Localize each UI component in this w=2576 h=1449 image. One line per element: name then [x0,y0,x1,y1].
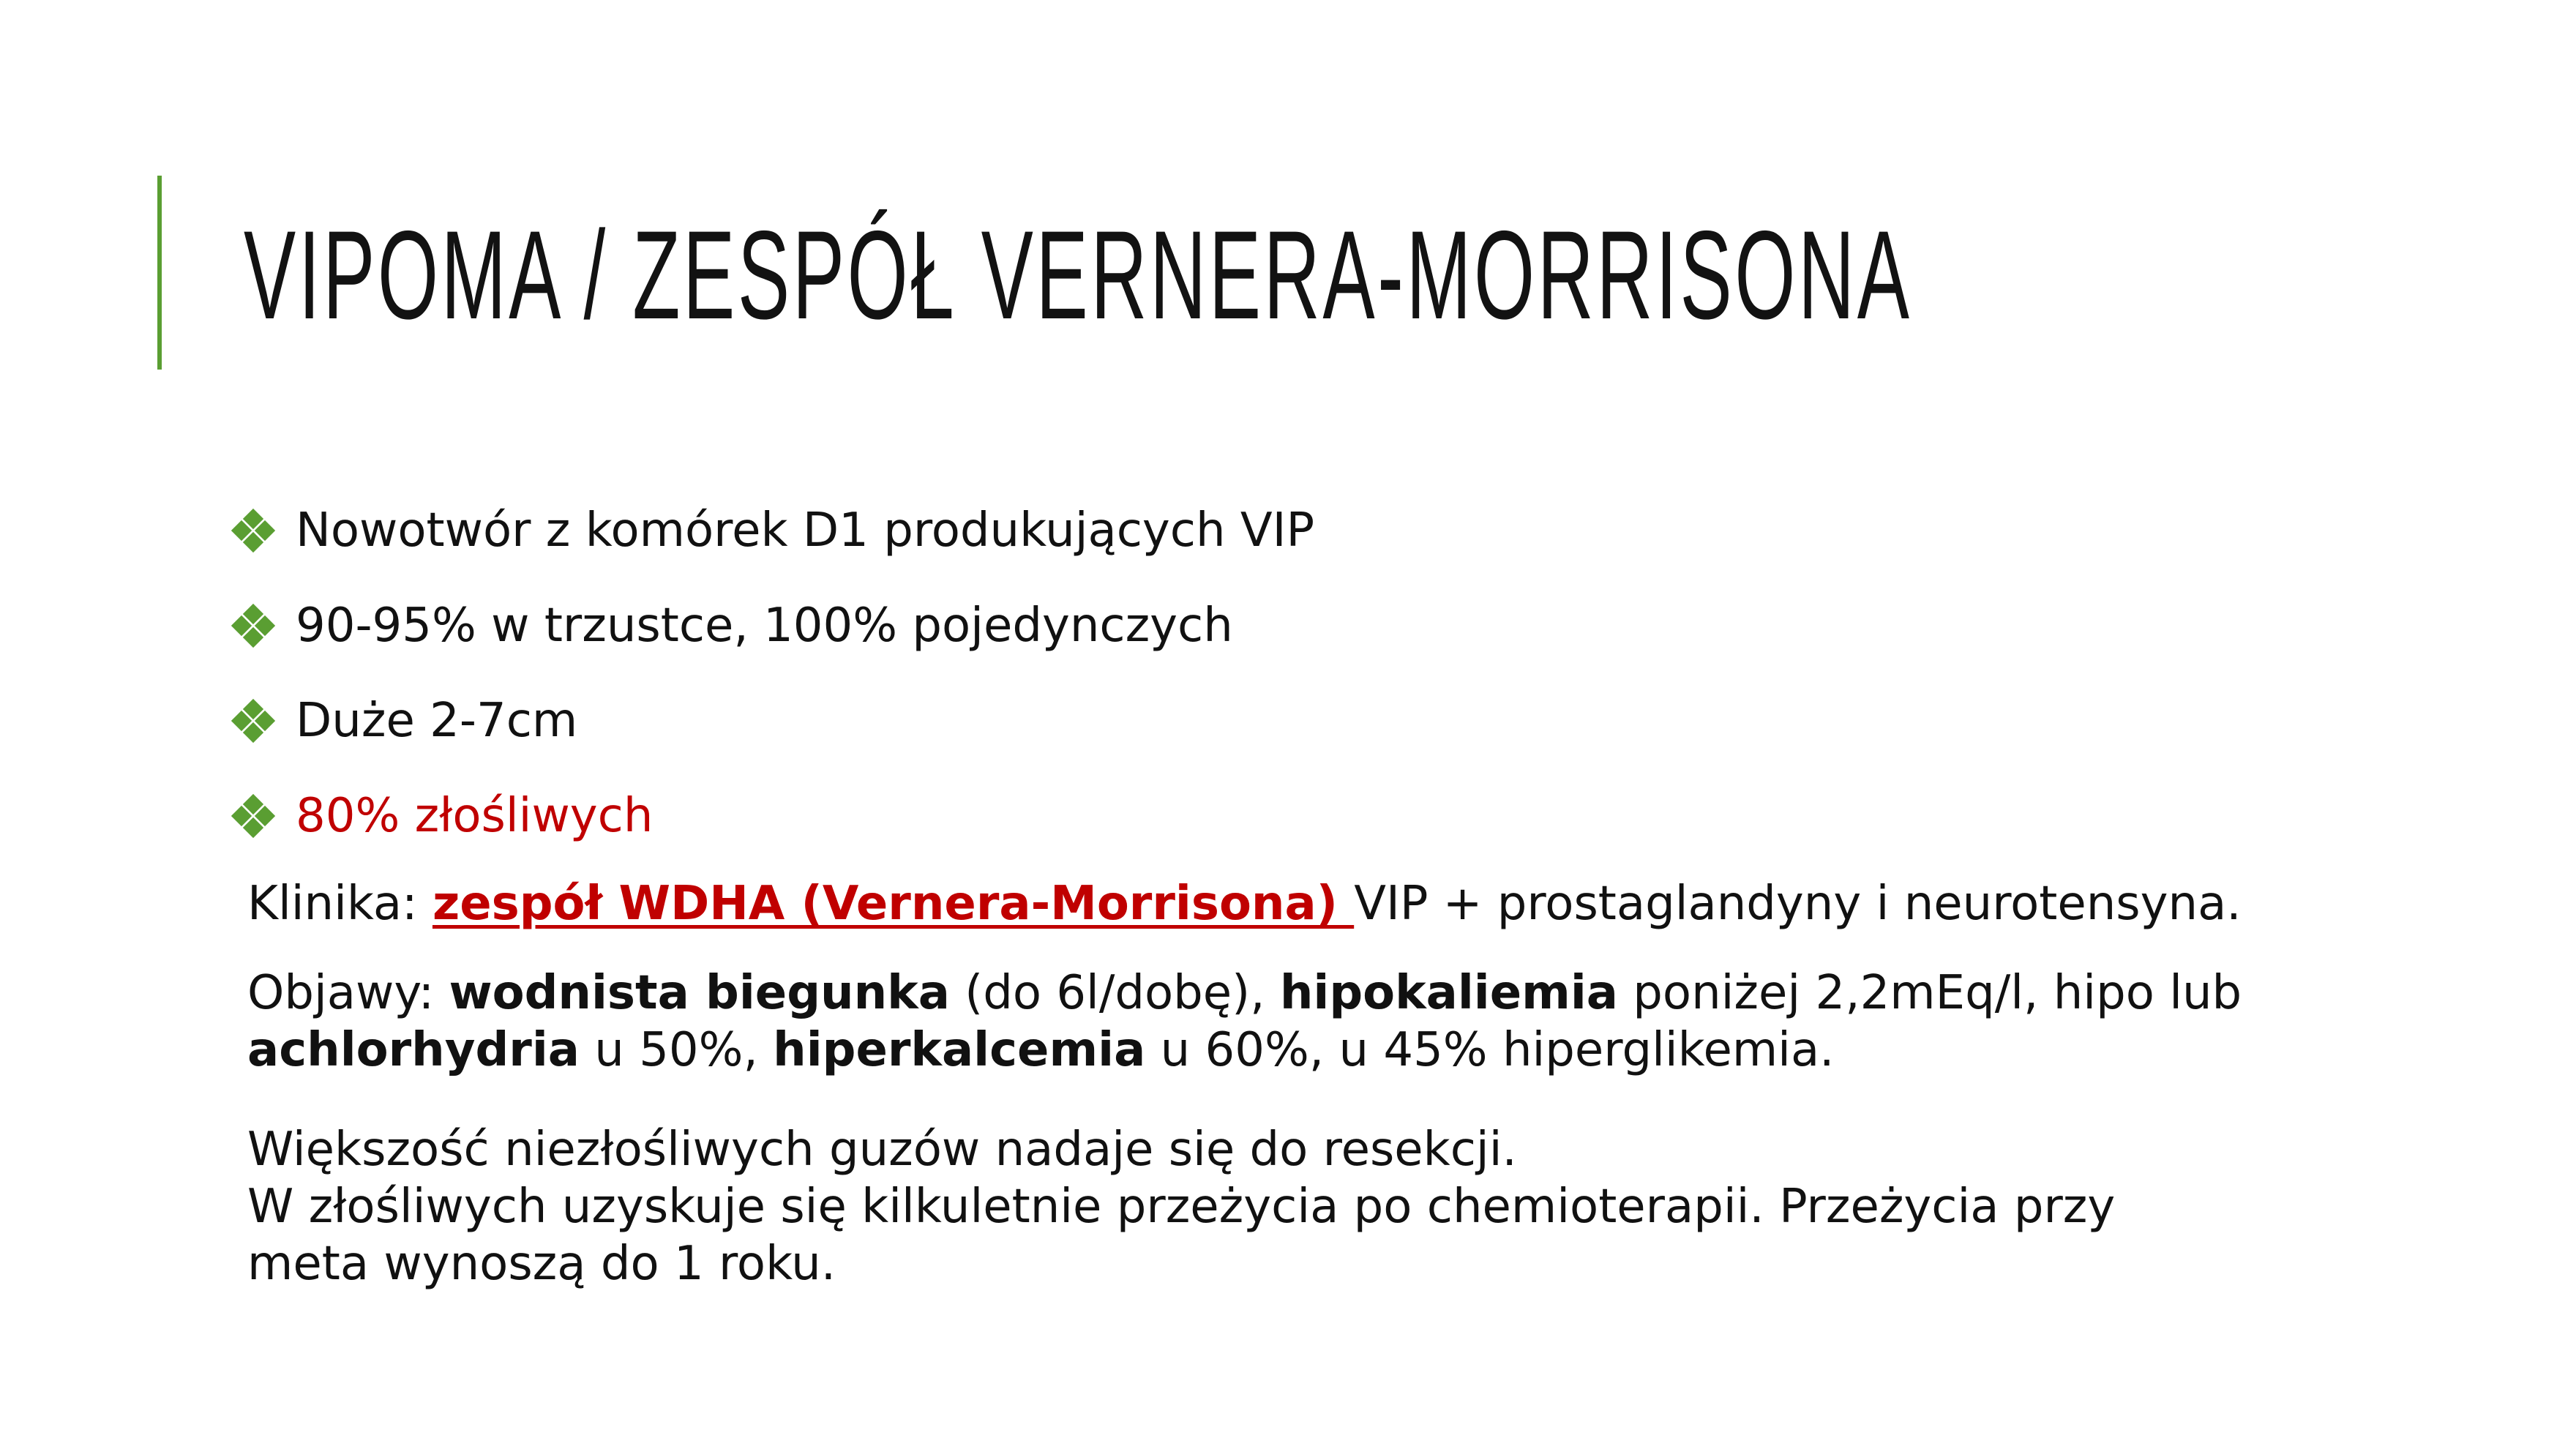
closing-line: W złośliwych uzyskuje się kilkuletnie przeżycia po chemioterapii. Przeżycia przy [247,1180,2116,1234]
bullet-text: Duże 2-7cm [296,694,578,748]
closing-line: Większość niezłośliwych guzów nadaje się do resekcji. [247,1123,1517,1177]
klinika-paragraph [247,875,2242,932]
bullet-item [233,483,1314,578]
title-accent-bar [157,176,162,370]
objawy-paragraph [247,965,2242,1079]
objawy-term-biegunka: wodnista biegunka [449,966,950,1020]
klinika-label: Klinika: [247,877,433,931]
bullet-list [233,483,1314,864]
bullet-text: 90-95% w trzustce, 100% pojedynczych [296,599,1233,653]
objawy-text: u 50%, [579,1023,774,1077]
objawy-label: Objawy: [247,966,449,1020]
wdha-syndrome-link[interactable]: zespół WDHA (Vernera-Morrisona) [432,877,1355,931]
bullet-item [233,673,1314,768]
objawy-term-hipokaliemia: hipokaliemia [1279,966,1618,1020]
four-diamond-bullet-icon [233,795,274,836]
four-diamond-bullet-icon [233,510,274,551]
bullet-item [233,578,1314,673]
bullet-item [233,768,1314,864]
klinika-text: VIP + prostaglandyny i neurotensyna. [1354,877,2242,931]
objawy-text: poniżej 2,2mEq/l, hipo lub [1617,966,2242,1020]
four-diamond-bullet-icon [233,605,274,646]
bullet-text-highlighted: 80% złośliwych [296,789,654,843]
objawy-term-achlorhydria: achlorhydria [247,1023,580,1077]
four-diamond-bullet-icon [233,700,274,741]
objawy-text: (do 6l/dobę), [949,966,1280,1020]
closing-paragraph [247,1121,2115,1292]
closing-line: meta wynoszą do 1 roku. [247,1237,836,1291]
slide-title: VIPOMA / ZESPÓŁ VERNERA-MORRISONA [244,205,1912,345]
objawy-text: u 60%, u 45% hiperglikemia. [1145,1023,1835,1077]
objawy-term-hiperkalcemia: hiperkalcemia [773,1023,1146,1077]
bullet-text: Nowotwór z komórek D1 produkujących VIP [296,503,1315,558]
